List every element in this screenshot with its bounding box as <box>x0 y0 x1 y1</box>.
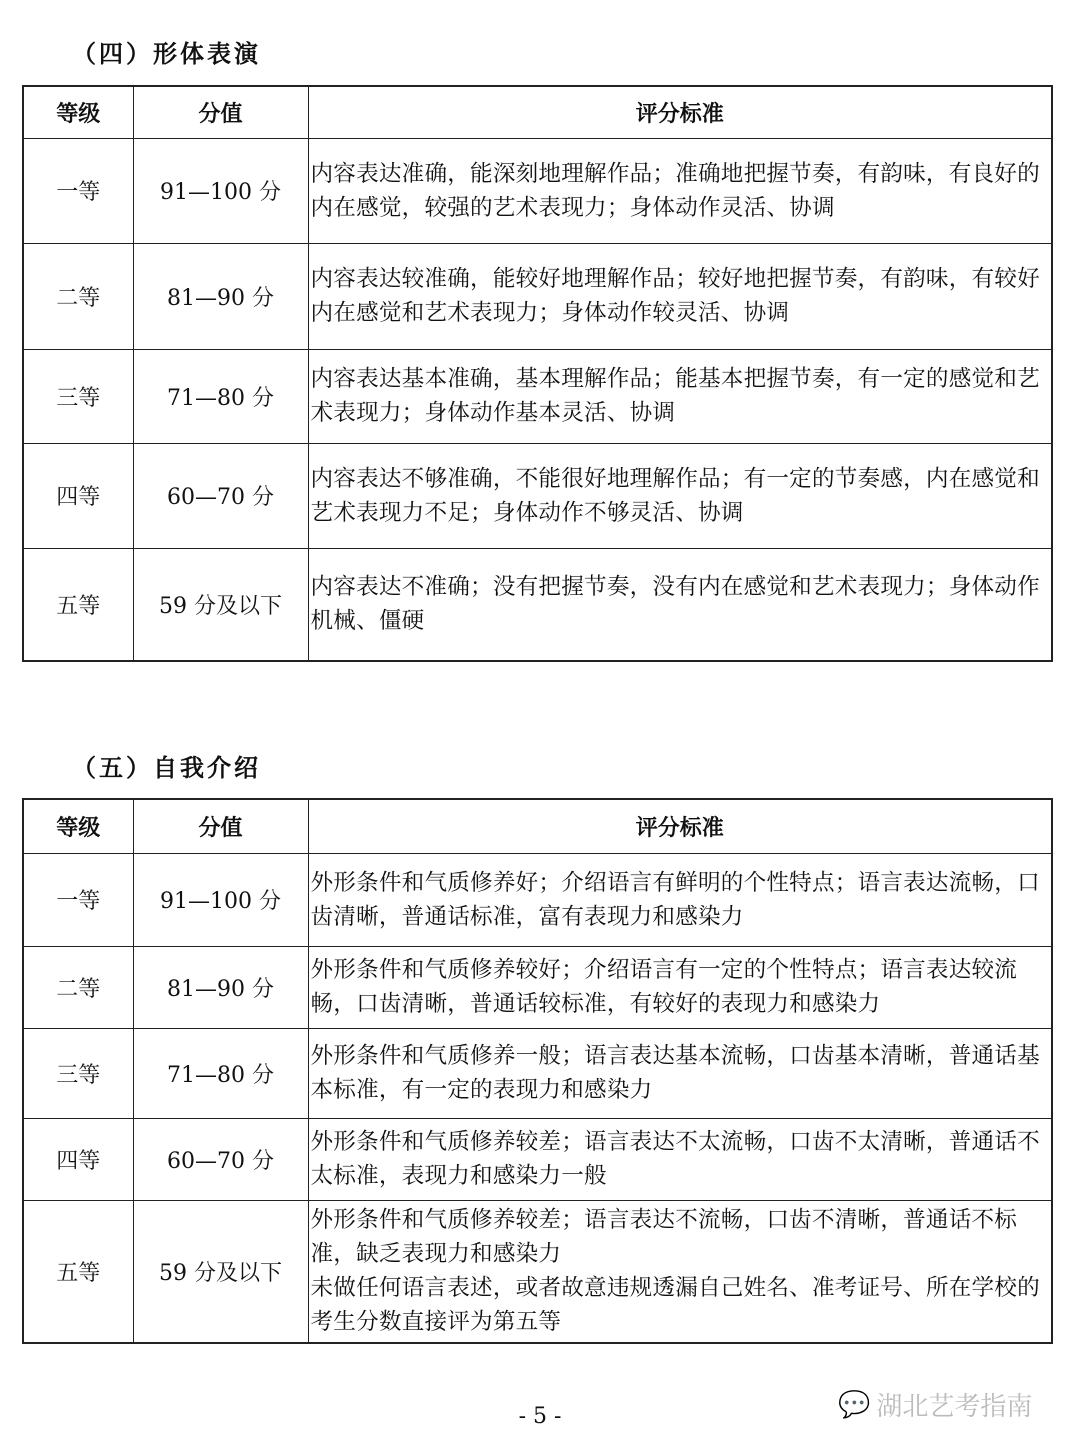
header-score: 分值 <box>133 86 308 138</box>
score-cell: 81—90 分 <box>133 946 308 1028</box>
score-cell: 60—70 分 <box>133 1118 308 1200</box>
header-grade: 等级 <box>23 86 133 138</box>
table-row <box>23 946 1052 1028</box>
wechat-icon: 💬 <box>838 1389 871 1420</box>
criteria-paragraph-2: 未做任何语言表述，或者故意违规透漏自己姓名、准考证号、所在学校的考生分数直接评为第五等 <box>310 1275 1040 1336</box>
header-grade: 等级 <box>23 799 133 853</box>
score-cell: 71—80 分 <box>133 349 308 443</box>
criteria-cell: 外形条件和气质修养好；介绍语言有鲜明的个性特点；语言表达流畅，口齿清晰，普通话标准，富有表现力和感染力 <box>308 853 1052 946</box>
section-4-title: （四）形体表演 <box>72 39 261 68</box>
score-cell: 60—70 分 <box>133 443 308 548</box>
table-row <box>23 1200 1052 1343</box>
criteria-cell: 外形条件和气质修养较好；介绍语言有一定的个性特点；语言表达较流畅，口齿清晰，普通话较标准，有较好的表现力和感染力 <box>308 946 1052 1028</box>
criteria-cell: 内容表达不够准确，不能很好地理解作品；有一定的节奏感，内在感觉和艺术表现力不足；身体动作不够灵活、协调 <box>308 443 1052 548</box>
score-cell: 71—80 分 <box>133 1028 308 1118</box>
table-row <box>23 443 1052 548</box>
table-row <box>23 349 1052 443</box>
criteria-cell: 内容表达准确，能深刻地理解作品；准确地把握节奏，有韵味，有良好的内在感觉，较强的艺术表现力；身体动作灵活、协调 <box>308 138 1052 243</box>
table-row <box>23 243 1052 349</box>
table-row <box>23 138 1052 243</box>
table-row <box>23 548 1052 661</box>
score-cell: 59 分及以下 <box>133 1200 308 1343</box>
watermark-text: 湖北艺考指南 <box>876 1392 1033 1422</box>
header-score: 分值 <box>133 799 308 853</box>
self-intro-criteria-table <box>22 798 1053 1344</box>
grade-cell: 五等 <box>23 548 133 661</box>
grade-cell: 二等 <box>23 243 133 349</box>
performance-criteria-table <box>22 85 1053 662</box>
criteria-cell <box>308 1200 1052 1343</box>
table-header-row <box>23 799 1052 853</box>
grade-cell: 三等 <box>23 349 133 443</box>
table-row <box>23 853 1052 946</box>
grade-cell: 二等 <box>23 946 133 1028</box>
score-cell: 59 分及以下 <box>133 548 308 661</box>
criteria-cell: 内容表达不准确；没有把握节奏，没有内在感觉和艺术表现力；身体动作机械、僵硬 <box>308 548 1052 661</box>
score-cell: 81—90 分 <box>133 243 308 349</box>
grade-cell: 三等 <box>23 1028 133 1118</box>
table-row <box>23 1118 1052 1200</box>
criteria-cell: 内容表达较准确，能较好地理解作品；较好地把握节奏，有韵味，有较好内在感觉和艺术表现力；身体动作较灵活、协调 <box>308 243 1052 349</box>
page-number: - 5 - <box>518 1404 562 1429</box>
grade-cell: 一等 <box>23 853 133 946</box>
score-cell: 91—100 分 <box>133 853 308 946</box>
criteria-cell: 外形条件和气质修养较差；语言表达不太流畅，口齿不太清晰，普通话不太标准，表现力和感染力一般 <box>308 1118 1052 1200</box>
table-header-row <box>23 86 1052 138</box>
section-5-title: （五）自我介绍 <box>72 753 261 782</box>
table-row <box>23 1028 1052 1118</box>
grade-cell: 五等 <box>23 1200 133 1343</box>
header-criteria: 评分标准 <box>308 86 1052 138</box>
criteria-paragraph: 外形条件和气质修养较差；语言表达不流畅，口齿不清晰，普通话不标准，缺乏表现力和感染力 <box>310 1207 1018 1268</box>
score-cell: 91—100 分 <box>133 138 308 243</box>
grade-cell: 四等 <box>23 443 133 548</box>
criteria-cell: 外形条件和气质修养一般；语言表达基本流畅，口齿基本清晰，普通话基本标准，有一定的表现力和感染力 <box>308 1028 1052 1118</box>
watermark <box>838 1386 1032 1423</box>
grade-cell: 一等 <box>23 138 133 243</box>
header-criteria: 评分标准 <box>308 799 1052 853</box>
grade-cell: 四等 <box>23 1118 133 1200</box>
criteria-cell: 内容表达基本准确，基本理解作品；能基本把握节奏，有一定的感觉和艺术表现力；身体动作基本灵活、协调 <box>308 349 1052 443</box>
